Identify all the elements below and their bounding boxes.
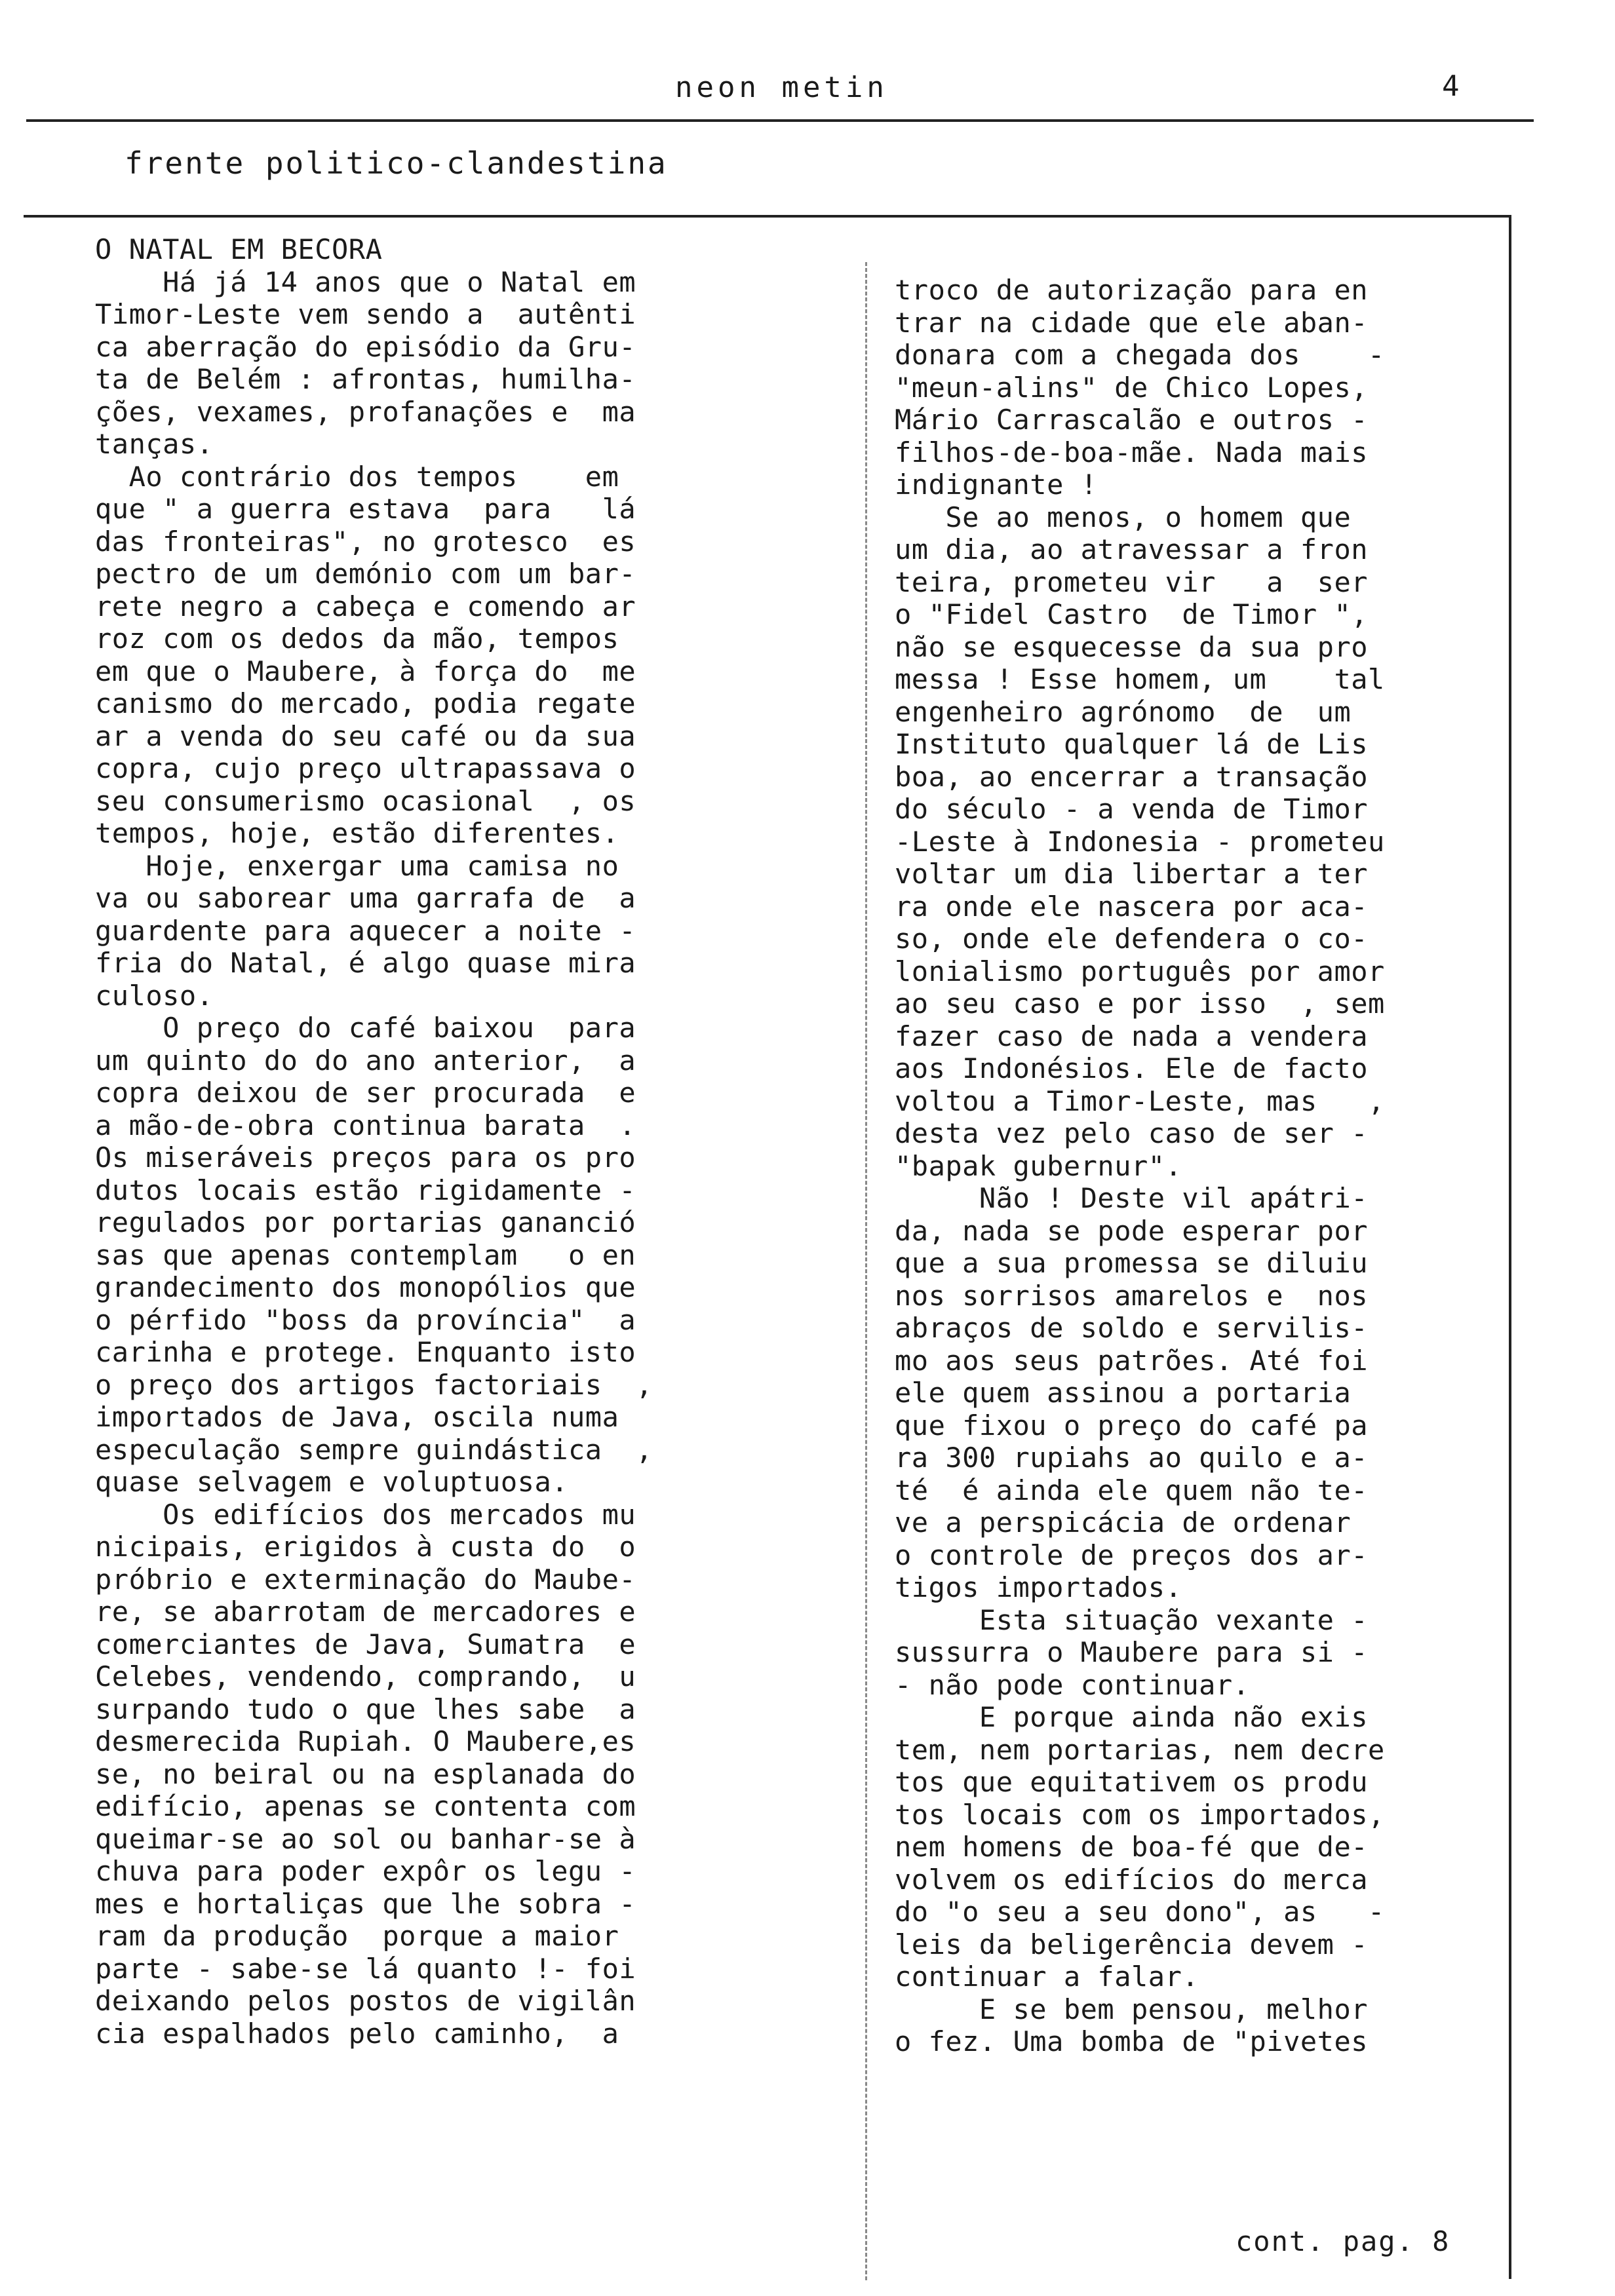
text-line: guardente para aquecer a noite - [95, 914, 636, 947]
column-divider [865, 262, 867, 2280]
text-line: ele quem assinou a portaria [895, 1377, 1352, 1409]
text-line: tempos, hoje, estão diferentes. [95, 817, 619, 849]
text-line: grandecimento dos monopólios que [95, 1271, 636, 1303]
text-line: Os edifícios dos mercados mu [95, 1498, 636, 1531]
text-line: tos que equitativem os produ [895, 1766, 1369, 1798]
text-line: abraços de soldo e servilis- [895, 1312, 1369, 1344]
text-line: trar na cidade que ele aban- [895, 306, 1369, 339]
text-line: engenheiro agrónomo de um [895, 695, 1352, 728]
right-column [895, 274, 1491, 2058]
text-line: culoso. [95, 979, 214, 1012]
text-line: comerciantes de Java, Sumatra e [95, 1628, 636, 1660]
text-line: tigos importados. [895, 1571, 1182, 1603]
text-line: Há já 14 anos que o Natal em [95, 265, 636, 298]
text-line: Timor-Leste vem sendo a autênti [95, 298, 636, 330]
text-line: ca aberração do episódio da Gru- [95, 330, 636, 363]
continuation-note: cont. pag. 8 [1236, 2225, 1450, 2257]
text-line: regulados por portarias gananció [95, 1206, 636, 1238]
text-line: lonialismo português por amor [895, 955, 1385, 987]
text-line: Celebes, vendendo, comprando, u [95, 1660, 636, 1693]
text-line: va ou saborear uma garrafa de a [95, 882, 636, 914]
text-line: aos Indonésios. Ele de facto [895, 1052, 1369, 1084]
text-line: so, onde ele defendera o co- [895, 923, 1369, 955]
text-line: "meun-alins" de Chico Lopes, [895, 371, 1369, 404]
text-line: fria do Natal, é algo quase mira [95, 947, 636, 979]
text-line: tos locais com os importados, [895, 1798, 1385, 1831]
left-column [95, 233, 836, 2050]
text-line: re, se abarrotam de mercadores e [95, 1596, 636, 1628]
text-line: Não ! Deste vil apátri- [895, 1182, 1369, 1214]
text-line: o preço dos artigos factoriais , [95, 1368, 653, 1401]
text-line: Ao contrário dos tempos em [95, 460, 619, 493]
text-line: Os miseráveis preços para os pro [95, 1141, 636, 1174]
text-line: tem, nem portarias, nem decre [895, 1733, 1385, 1766]
header-rule [26, 119, 1534, 122]
header-title: neon metin [675, 71, 888, 104]
text-line: próbrio e exterminação do Maube- [95, 1563, 636, 1596]
text-line: chuva para poder expôr os legu - [95, 1855, 636, 1887]
page-number: 4 [1442, 69, 1460, 103]
text-line: -Leste à Indonesia - prometeu [895, 825, 1385, 858]
text-line: ar a venda do seu café ou da sua [95, 719, 636, 752]
text-line: queimar-se ao sol ou banhar-se à [95, 1822, 636, 1855]
text-line: o controle de preços dos ar- [895, 1539, 1369, 1571]
text-line: dutos locais estão rigidamente - [95, 1174, 636, 1206]
text-line: nos sorrisos amarelos e nos [895, 1279, 1369, 1312]
text-line: ra onde ele nascera por aca- [895, 890, 1369, 923]
text-line: Hoje, enxergar uma camisa no [95, 849, 619, 882]
text-line: que " a guerra estava para lá [95, 493, 636, 525]
text-line: ta de Belém : afrontas, humilha- [95, 363, 636, 395]
text-line: especulação sempre guindástica , [95, 1433, 653, 1466]
text-line: ram da produção porque a maior [95, 1920, 619, 1952]
text-line: mo aos seus patrões. Até foi [895, 1344, 1369, 1377]
article-frame-right [1509, 215, 1511, 2279]
text-line: volvem os edifícios do merca [895, 1863, 1369, 1896]
text-line: - não pode continuar. [895, 1668, 1250, 1701]
text-line: roz com os dedos da mão, tempos [95, 622, 619, 655]
text-line: que fixou o preço do café pa [895, 1409, 1369, 1442]
text-line: E se bem pensou, melhor [895, 1993, 1369, 2025]
text-line: o fez. Uma bomba de "pivetes [895, 2025, 1369, 2057]
text-line: leis da beligerência devem - [895, 1928, 1369, 1961]
text-line: em que o Maubere, à força do me [95, 655, 636, 687]
text-line: ve a perspicácia de ordenar [895, 1506, 1352, 1539]
text-line: mes e hortaliças que lhe sobra - [95, 1887, 636, 1920]
text-line: Esta situação vexante - [895, 1603, 1369, 1636]
text-line: o pérfido "boss da província" a [95, 1303, 636, 1336]
text-line: ções, vexames, profanações e ma [95, 395, 636, 428]
text-line: não se esquecesse da sua pro [895, 630, 1369, 663]
text-line: rete negro a cabeça e comendo ar [95, 590, 636, 622]
text-line: voltar um dia libertar a ter [895, 858, 1369, 890]
text-line: boa, ao encerrar a transação [895, 760, 1369, 793]
text-line: deixando pelos postos de vigilân [95, 1985, 636, 2017]
text-line: E porque ainda não exis [895, 1701, 1369, 1733]
text-line: parte - sabe-se lá quanto !- foi [95, 1952, 636, 1985]
text-line: tanças. [95, 428, 214, 460]
text-line: filhos-de-boa-mãe. Nada mais [895, 436, 1369, 469]
text-line: indignante ! [895, 469, 1098, 501]
text-line: cia espalhados pelo caminho, a [95, 2017, 619, 2050]
text-line: Se ao menos, o homem que [895, 501, 1352, 533]
text-line: ra 300 rupiahs ao quilo e a- [895, 1442, 1369, 1474]
article-title: O NATAL EM BECORA [95, 233, 383, 265]
text-line: um quinto do do ano anterior, a [95, 1044, 636, 1077]
text-line: quase selvagem e voluptuosa. [95, 1466, 569, 1498]
text-line: pectro de um demónio com um bar- [95, 558, 636, 590]
text-line: messa ! Esse homem, um tal [895, 663, 1385, 695]
text-line: o "Fidel Castro de Timor ", [895, 598, 1369, 630]
text-line: do "o seu a seu dono", as - [895, 1896, 1385, 1928]
text-line: seu consumerismo ocasional , os [95, 784, 636, 817]
text-line: fazer caso de nada a vendera [895, 1020, 1369, 1052]
text-line: sas que apenas contemplam o en [95, 1238, 636, 1271]
article-frame-top [24, 215, 1511, 218]
text-line: da, nada se pode esperar por [895, 1214, 1369, 1247]
text-line: sussurra o Maubere para si - [895, 1636, 1369, 1668]
text-line: continuar a falar. [895, 1961, 1199, 1993]
text-line: Instituto qualquer lá de Lis [895, 728, 1369, 760]
text-line: voltou a Timor-Leste, mas , [895, 1084, 1385, 1117]
text-line: edifício, apenas se contenta com [95, 1790, 636, 1822]
text-line: donara com a chegada dos - [895, 339, 1385, 371]
text-line: que a sua promessa se diluiu [895, 1247, 1369, 1279]
text-line: O preço do café baixou para [95, 1012, 636, 1044]
text-line: canismo do mercado, podia regate [95, 687, 636, 719]
text-line: desmerecida Rupiah. O Maubere,es [95, 1725, 636, 1757]
text-line: nem homens de boa-fé que de- [895, 1831, 1369, 1863]
text-line: surpando tudo o que lhes sabe a [95, 1693, 636, 1725]
text-line: a mão-de-obra continua barata . [95, 1109, 636, 1141]
text-line: troco de autorização para en [895, 274, 1369, 306]
text-line: carinha e protege. Enquanto isto [95, 1336, 636, 1368]
text-line: das fronteiras", no grotesco es [95, 525, 636, 558]
text-line: desta vez pelo caso de ser - [895, 1117, 1369, 1149]
section-label: frente politico-clandestina [125, 145, 668, 181]
text-line: se, no beiral ou na esplanada do [95, 1757, 636, 1790]
text-line: Mário Carrascalão e outros - [895, 404, 1369, 436]
text-line: ao seu caso e por isso , sem [895, 987, 1385, 1020]
text-line: importados de Java, oscila numa [95, 1401, 619, 1433]
text-line: copra deixou de ser procurada e [95, 1077, 636, 1109]
text-line: teira, prometeu vir a ser [895, 565, 1369, 598]
text-line: do século - a venda de Timor [895, 793, 1369, 825]
text-line: "bapak gubernur". [895, 1149, 1182, 1182]
text-line: nicipais, erigidos à custa do o [95, 1531, 636, 1563]
text-line: té é ainda ele quem não te- [895, 1474, 1369, 1506]
text-line: um dia, ao atravessar a fron [895, 533, 1369, 565]
text-line: copra, cujo preço ultrapassava o [95, 752, 636, 784]
